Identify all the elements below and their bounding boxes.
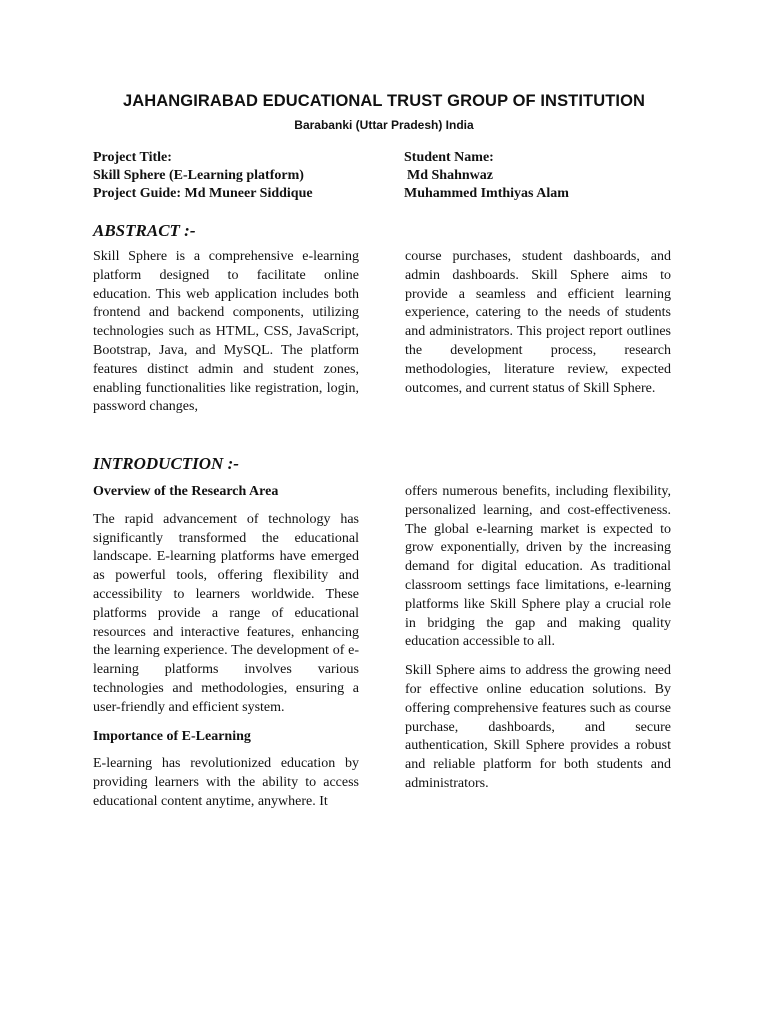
student-info: [404, 149, 569, 203]
project-title-label: Project Title:: [93, 150, 172, 165]
introduction-column-2: [405, 483, 671, 804]
student-name-2: Muhammed Imthiyas Alam: [404, 186, 569, 201]
abstract-heading: ABSTRACT :-: [93, 221, 196, 240]
subheading-importance: Importance of E-Learning: [93, 728, 251, 744]
abstract-column-1: [93, 248, 359, 427]
project-info: [93, 149, 313, 203]
student-name-1: Md Shahnwaz: [407, 168, 493, 183]
institution-title: JAHANGIRABAD EDUCATIONAL TRUST GROUP OF INSTITUTION: [122, 92, 646, 110]
introduction-heading: INTRODUCTION :-: [93, 454, 239, 473]
subheading-overview: Overview of the Research Area: [93, 484, 279, 499]
skill-sphere-paragraph: Skill Sphere aims to address the growing need for effective online education solutions. By offering comprehensive features such as course purchase, dashboards, and secure authentication, Skill Sphere provides a robust and reliable platform for both students and administrators.: [405, 663, 671, 791]
project-title-value: Skill Sphere (E-Learning platform): [93, 168, 304, 183]
importance-paragraph-cont: offers numerous benefits, including flexibility, personalized learning, and cost-effectiveness. The global e-learning market is expected to grow exponentially, driven by the increasing demand for digital education. As traditional classroom settings face limitations, e-learning platforms like Skill Sphere play a crucial role in bridging the gap and making quality education accessible to all.: [405, 484, 671, 650]
introduction-column-1: [93, 483, 359, 822]
importance-paragraph: E-learning has revolutionized education by providing learners with the ability to access educational content anytime, anywhere. It: [93, 756, 359, 809]
abstract-paragraph-1: Skill Sphere is a comprehensive e-learning platform designed to facilitate online education. This web application includes both frontend and backend components, utilizing technologies such as HTML, CSS, JavaScript, Bootstrap, Java, and MySQL. The platform features distinct admin and student zones, enabling functionalities like registration, login, password changes,: [93, 249, 359, 415]
abstract-paragraph-2: course purchases, student dashboards, and admin dashboards. Skill Sphere aims to provide a seamless and efficient learning experience, catering to the needs of students and administrators. This project report outlines the development process, research methodologies, literature review, expected outcomes, and current status of Skill Sphere.: [405, 249, 671, 396]
student-name-label: Student Name:: [404, 150, 494, 165]
abstract-column-2: [405, 248, 671, 408]
project-guide: Project Guide: Md Muneer Siddique: [93, 186, 313, 201]
overview-paragraph: The rapid advancement of technology has significantly transformed the educational landscape. E-learning platforms have emerged as powerful tools, offering flexibility and accessibility to learners worldwide. These platforms provide a range of educational resources and interactive features, enhancing the learning experience. The development of e-learning platforms involves various technologies and methodologies, ensuring a user-friendly and efficient system.: [93, 511, 359, 715]
institution-location: Barabanki (Uttar Pradesh) India: [294, 118, 474, 132]
